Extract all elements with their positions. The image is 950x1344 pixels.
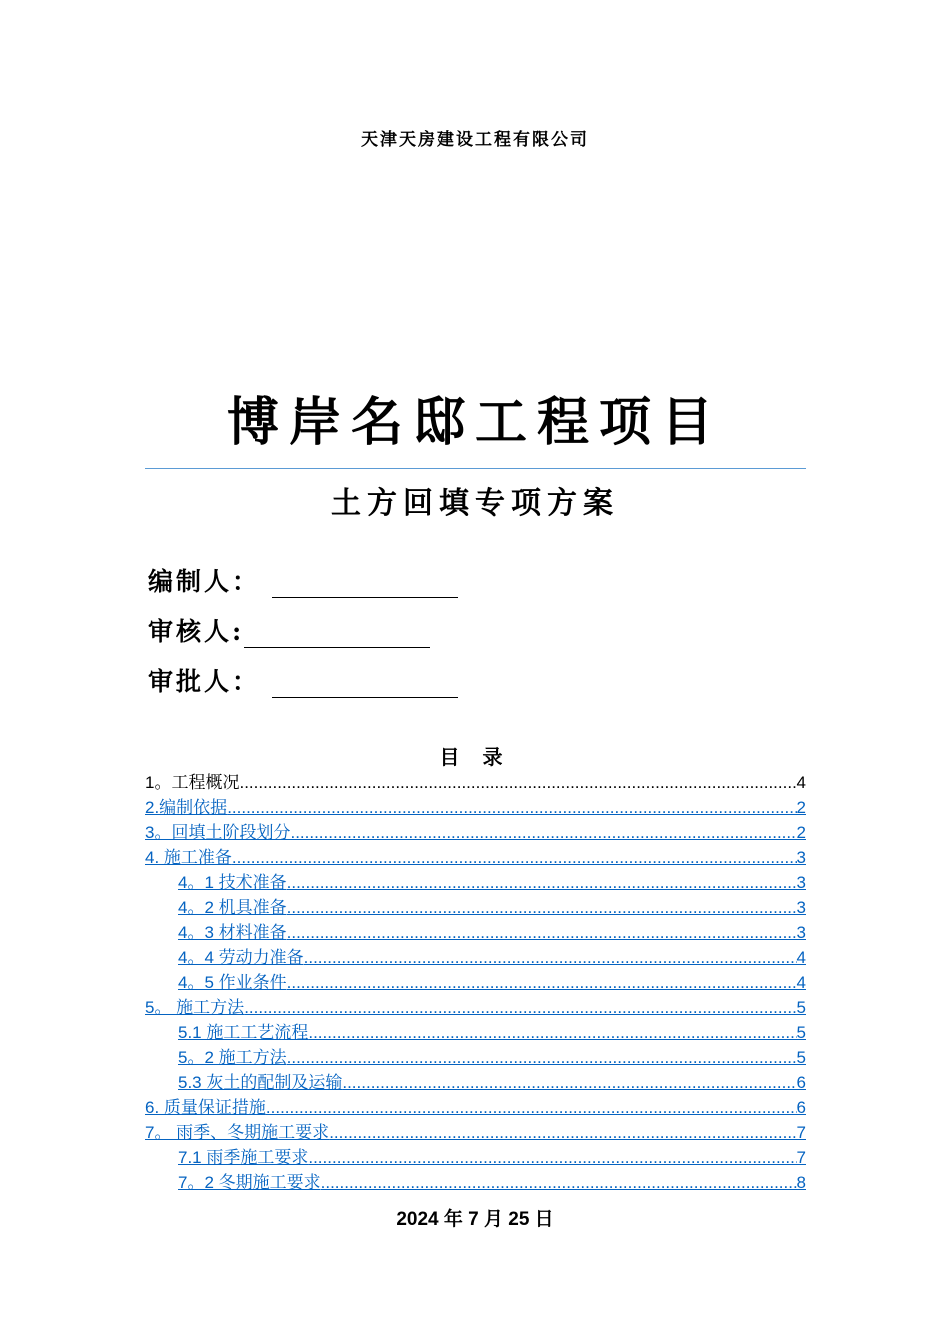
toc-leader-dots: [287, 920, 797, 945]
approver-label: 审批人：: [148, 667, 261, 696]
toc-entry-page: 3: [796, 898, 806, 917]
compiler-signature-line: [272, 571, 458, 598]
toc-entry-page: 7: [796, 1123, 806, 1142]
toc-entry-label: 5.1 施工工艺流程: [178, 1023, 309, 1042]
toc-entry-label: 7。2 冬期施工要求: [178, 1173, 321, 1192]
approver-signature-line: [272, 671, 458, 698]
toc-leader-dots: [308, 1145, 796, 1170]
toc-entry-page: 3: [796, 848, 806, 867]
toc-subentry[interactable]: [145, 1145, 806, 1170]
toc-entry-page: 8: [796, 1173, 806, 1192]
toc-entry-page: 5: [796, 998, 806, 1017]
toc-entry-label: 7.1 雨季施工要求: [178, 1148, 309, 1167]
toc-subentry[interactable]: [145, 895, 806, 920]
reviewer-label: 审核人:: [148, 617, 245, 646]
compiler-signature: [148, 562, 458, 598]
toc-subentry[interactable]: [145, 870, 806, 895]
toc-entry-page: 4: [796, 948, 806, 967]
toc-entry-label: 3。回填土阶段划分: [145, 823, 291, 842]
toc-entry-label: 5。2 施工方法: [178, 1048, 287, 1067]
toc-entry[interactable]: [145, 820, 806, 845]
compiler-label: 编制人：: [148, 567, 261, 596]
toc-entry[interactable]: [145, 845, 806, 870]
reviewer-signature: [148, 612, 430, 648]
toc-leader-dots: [287, 895, 797, 920]
toc-entry-page: 5: [796, 1023, 806, 1042]
toc-leader-dots: [321, 1170, 797, 1195]
toc-entry-label: 1。工程概况: [145, 773, 240, 792]
document-subtitle: 土方回填专项方案: [331, 486, 619, 521]
toc-leader-dots: [304, 945, 797, 970]
toc-entry-label: 4。5 作业条件: [178, 973, 287, 992]
toc-entry-label: 4。2 机具准备: [178, 898, 287, 917]
toc-entry-page: 5: [796, 1048, 806, 1067]
document-title: 博岸名邸工程项目: [226, 392, 723, 453]
approver-signature: [148, 662, 458, 698]
title-divider: [145, 468, 806, 469]
toc-leader-dots: [287, 970, 797, 995]
toc-entry-label: 5。 施工方法: [145, 998, 245, 1017]
toc-entry[interactable]: [145, 770, 806, 795]
toc-leader-dots: [329, 1120, 796, 1145]
toc-entry-page: 3: [796, 873, 806, 892]
toc-entry-label: 2.编制依据: [145, 798, 228, 817]
toc-entry-label: 5.3 灰土的配制及运输: [178, 1073, 343, 1092]
toc-subentry[interactable]: [145, 920, 806, 945]
toc-entry-label: 4。1 技术准备: [178, 873, 287, 892]
toc-leader-dots: [287, 1045, 797, 1070]
toc-subentry[interactable]: [145, 1070, 806, 1095]
toc-leader-dots: [342, 1070, 796, 1095]
toc-leader-dots: [308, 1020, 796, 1045]
toc-leader-dots: [232, 845, 797, 870]
toc-entry-page: 4: [796, 773, 806, 792]
toc-entry-page: 2: [796, 823, 806, 842]
toc-subentry[interactable]: [145, 1020, 806, 1045]
toc-entry[interactable]: [145, 995, 806, 1020]
toc-subentry[interactable]: [145, 1045, 806, 1070]
toc-leader-dots: [244, 995, 796, 1020]
toc-entry-label: 4。3 材料准备: [178, 923, 287, 942]
toc-entry-label: 7。 雨季、冬期施工要求: [145, 1123, 330, 1142]
toc-entry-label: 4. 施工准备: [145, 848, 232, 867]
toc-entry-page: 3: [796, 923, 806, 942]
toc-entry[interactable]: [145, 1095, 806, 1120]
toc-subentry[interactable]: [145, 945, 806, 970]
toc-entry-label: 6. 质量保证措施: [145, 1098, 266, 1117]
company-name: 天津天房建设工程有限公司: [361, 130, 589, 150]
document-date: 2024 年 7 月 25 日: [396, 1209, 554, 1230]
toc-entry-page: 7: [796, 1148, 806, 1167]
table-of-contents: [145, 770, 806, 1195]
toc-entry[interactable]: [145, 1120, 806, 1145]
toc-leader-dots: [287, 870, 797, 895]
toc-entry-page: 6: [796, 1098, 806, 1117]
toc-entry-label: 4。4 劳动力准备: [178, 948, 304, 967]
toc-leader-dots: [227, 795, 796, 820]
toc-entry-page: 2: [796, 798, 806, 817]
toc-leader-dots: [290, 820, 796, 845]
toc-leader-dots: [239, 770, 796, 795]
toc-leader-dots: [266, 1095, 797, 1120]
toc-subentry[interactable]: [145, 970, 806, 995]
toc-entry-page: 6: [796, 1073, 806, 1092]
toc-subentry[interactable]: [145, 1170, 806, 1195]
reviewer-signature-line: [244, 621, 430, 648]
toc-heading: 目 录: [439, 745, 511, 769]
toc-entry[interactable]: [145, 795, 806, 820]
toc-entry-page: 4: [796, 973, 806, 992]
